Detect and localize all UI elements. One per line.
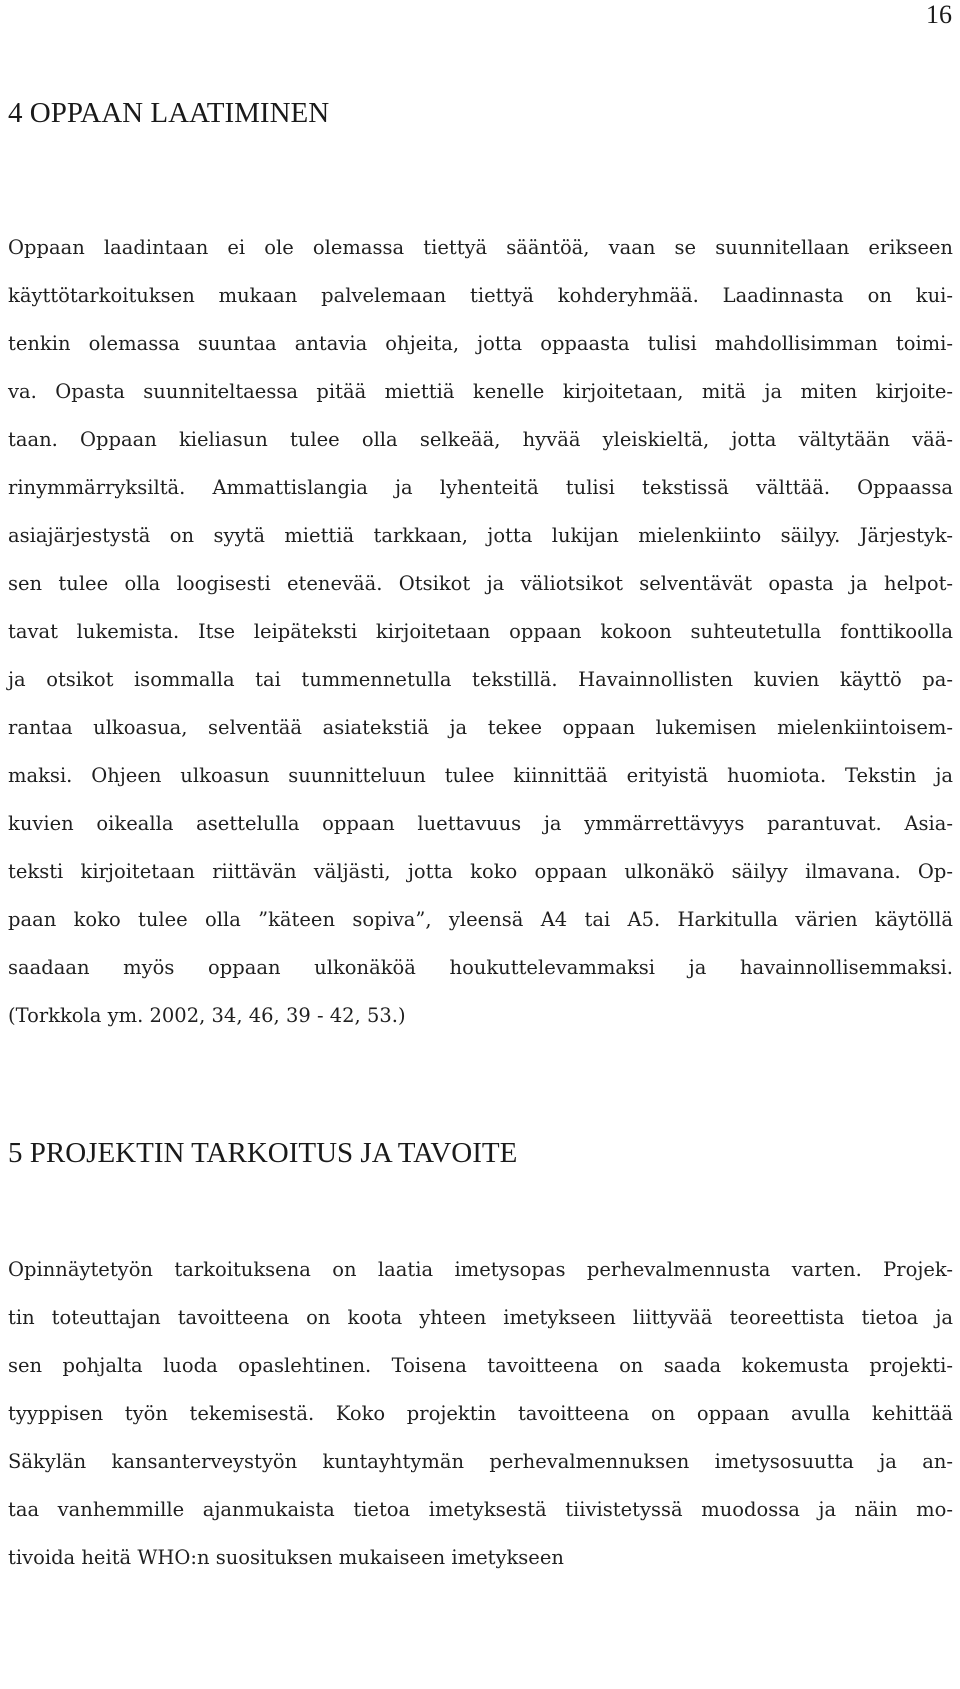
page-number: 16 <box>926 0 952 29</box>
paragraph-line: teksti kirjoitetaan riittävän väljästi, jotta koko oppaan ulkonäkö säilyy ilmavana. Op- <box>8 860 953 883</box>
section-heading-projektin-tarkoitus: 5 PROJEKTIN TARKOITUS JA TAVOITE <box>8 1137 518 1169</box>
paragraph-line: rinymmärryksiltä. Ammattislangia ja lyhenteitä tulisi tekstissä välttää. Oppaassa <box>8 476 953 499</box>
citation-line: (Torkkola ym. 2002, 34, 46, 39 - 42, 53.) <box>8 1004 406 1027</box>
paragraph-line: paan koko tulee olla ”käteen sopiva”, yleensä A4 tai A5. Harkitulla värien käytöllä <box>8 908 953 931</box>
paragraph-line: va. Opasta suunniteltaessa pitää miettiä kenelle kirjoitetaan, mitä ja miten kirjoite- <box>8 380 953 403</box>
paragraph-line: maksi. Ohjeen ulkoasun suunnitteluun tulee kiinnittää erityistä huomiota. Tekstin ja <box>8 764 953 787</box>
paragraph-line: tavat lukemista. Itse leipäteksti kirjoitetaan oppaan kokoon suhteutetulla fonttikoolla <box>8 620 953 643</box>
paragraph-line: tyyppisen työn tekemisestä. Koko projektin tavoitteena on oppaan avulla kehittää <box>8 1402 953 1425</box>
section-paragraph-projektin-tarkoitus <box>8 1246 953 1582</box>
paragraph-line: käyttötarkoituksen mukaan palvelemaan tiettyä kohderyhmää. Laadinnasta on kui- <box>8 284 953 307</box>
paragraph-line: saadaan myös oppaan ulkonäköä houkuttelevammaksi ja havainnollisemmaksi. <box>8 956 953 979</box>
paragraph-line: Oppaan laadintaan ei ole olemassa tiettyä sääntöä, vaan se suunnitellaan erikseen <box>8 236 953 259</box>
section-heading-oppaan-laatiminen: 4 OPPAAN LAATIMINEN <box>8 97 330 129</box>
paragraph-line: Opinnäytetyön tarkoituksena on laatia imetysopas perhevalmennusta varten. Projek- <box>8 1258 953 1281</box>
paragraph-line: tenkin olemassa suuntaa antavia ohjeita, jotta oppaasta tulisi mahdollisimman toimi- <box>8 332 953 355</box>
paragraph-line: asiajärjestystä on syytä miettiä tarkkaan, jotta lukijan mielenkiinto säilyy. Järjestyk- <box>8 524 953 547</box>
paragraph-line: taa vanhemmille ajanmukaista tietoa imetyksestä tiivistetyssä muodossa ja näin mo- <box>8 1498 953 1521</box>
paragraph-line: tivoida heitä WHO:n suosituksen mukaiseen imetykseen <box>8 1546 564 1569</box>
paragraph-line: ja otsikot isommalla tai tummennetulla tekstillä. Havainnollisten kuvien käyttö pa- <box>8 668 953 691</box>
section-paragraph-oppaan-laatiminen <box>8 224 953 1040</box>
paragraph-line: taan. Oppaan kieliasun tulee olla selkeää, hyvää yleiskieltä, jotta vältytään vää- <box>8 428 953 451</box>
paragraph-line: sen tulee olla loogisesti etenevää. Otsikot ja väliotsikot selventävät opasta ja helpot- <box>8 572 953 595</box>
paragraph-line: sen pohjalta luoda opaslehtinen. Toisena tavoitteena on saada kokemusta projekti- <box>8 1354 953 1377</box>
paragraph-line: tin toteuttajan tavoitteena on koota yhteen imetykseen liittyvää teoreettista tietoa ja <box>8 1306 953 1329</box>
paragraph-line: Säkylän kansanterveystyön kuntayhtymän perhevalmennuksen imetysosuutta ja an- <box>8 1450 953 1473</box>
paragraph-line: kuvien oikealla asettelulla oppaan luettavuus ja ymmärrettävyys parantuvat. Asia- <box>8 812 953 835</box>
paragraph-line: rantaa ulkoasua, selventää asiatekstiä ja tekee oppaan lukemisen mielenkiintoisem- <box>8 716 953 739</box>
